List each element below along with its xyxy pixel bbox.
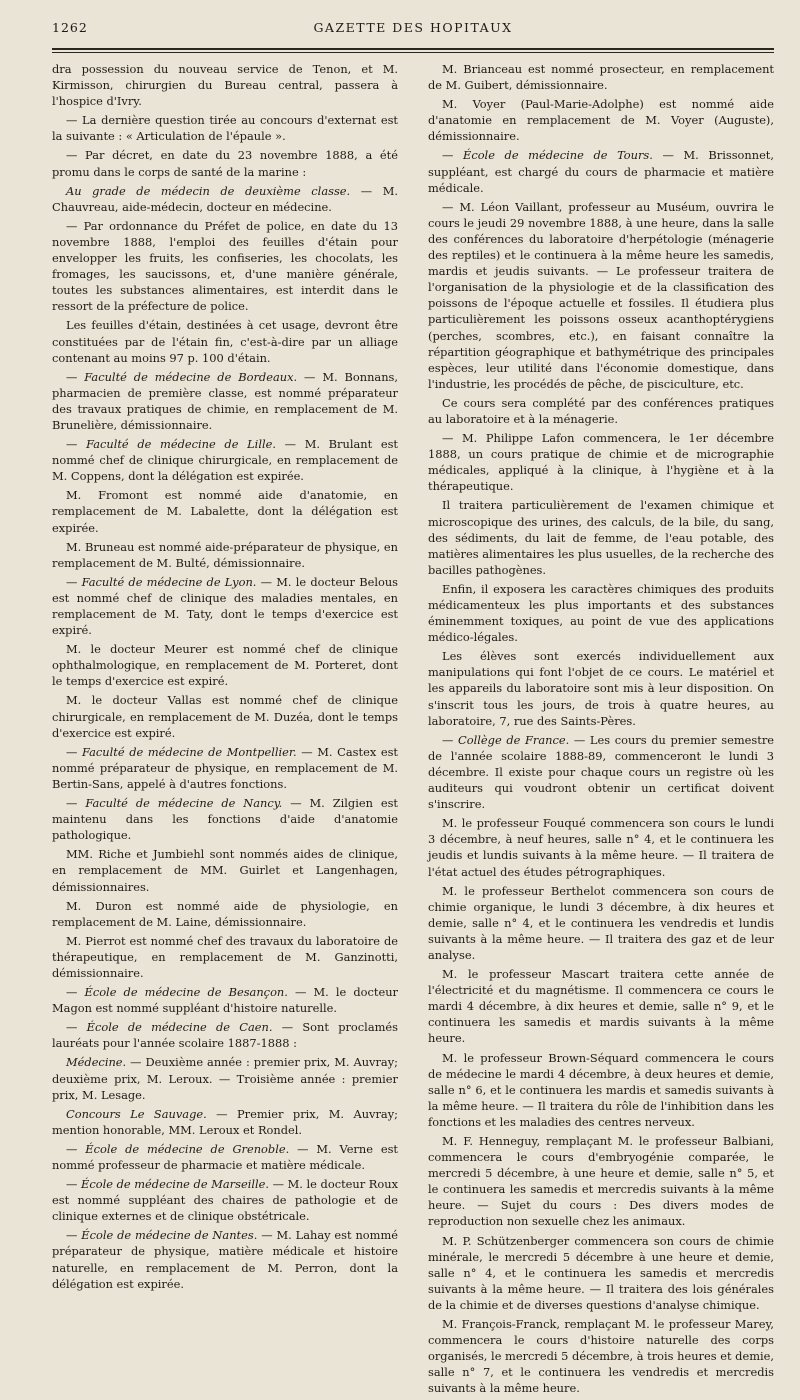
section-heading: Au grade de médecin de deuxième classe.: [66, 183, 351, 198]
paragraph-dash: —: [66, 1020, 87, 1035]
paragraph-dash: —: [66, 1228, 82, 1243]
paragraph-text: — Deuxième année : premier prix, M. Auvray; deuxième prix, M. Leroux. — Troisième année : premier prix, M. Lesage.: [52, 1055, 398, 1102]
paragraph: [52, 317, 398, 365]
paragraph: [52, 744, 398, 792]
paragraph-dash: —: [66, 1141, 86, 1156]
paragraph-text: Enfin, il exposera les caractères chimiques des produits médicamenteux les plus importants et des substances éminemment toxiques, au point de vue des applications médico-légales.: [428, 581, 774, 645]
paragraph-dash: —: [66, 1177, 82, 1192]
paragraph-text: — M. le docteur Belous est nommé chef de clinique des maladies mentales, en remplacement de M. Taty, dont le temps d'exercice est expiré.: [52, 574, 398, 638]
paragraph-dash: —: [66, 985, 85, 1000]
section-heading: Faculté de médecine de Bordeaux.: [84, 369, 298, 384]
section-heading: École de médecine de Tours.: [463, 148, 653, 163]
section-heading: École de médecine de Grenoble.: [85, 1141, 290, 1156]
paragraph: [52, 1227, 398, 1291]
section-heading: Faculté de médecine de Nancy.: [85, 796, 283, 811]
section-heading: Faculté de médecine de Lyon.: [81, 574, 257, 589]
paragraph: [428, 1133, 774, 1230]
left-column: [52, 61, 398, 1400]
page-header: [52, 20, 774, 38]
paragraph: [428, 61, 774, 93]
section-heading: Faculté de médecine de Montpellier.: [82, 744, 297, 759]
paragraph: [428, 1316, 774, 1396]
paragraph-text: MM. Riche et Jumbiehl sont nommés aides de clinique, en remplacement de MM. Guirlet et Langenhagen, démissionnaires.: [52, 847, 398, 894]
paragraph: [52, 1019, 398, 1051]
paragraph: [428, 1233, 774, 1313]
section-heading: Faculté de médecine de Lille.: [86, 437, 276, 452]
section-heading: Collège de France.: [458, 732, 570, 747]
paragraph: [52, 112, 398, 144]
paragraph-text: M. le docteur Vallas est nommé chef de clinique chirurgicale, en remplacement de M. Duzéa, dont le temps d'exercice est expiré.: [52, 693, 398, 740]
header-rule-thin: [52, 52, 774, 53]
journal-title: GAZETTE DES HOPITAUX: [313, 20, 513, 35]
paragraph-dash: —: [66, 437, 87, 452]
paragraph: [52, 539, 398, 571]
paragraph-text: M. Pierrot est nommé chef des travaux du laboratoire de thérapeutique, en remplacement de M. Ganzinotti, démissionnaire.: [52, 933, 398, 980]
paragraph: [52, 984, 398, 1016]
paragraph-dash: —: [442, 148, 463, 163]
paragraph: [428, 648, 774, 728]
paragraph-dash: —: [66, 796, 86, 811]
paragraph: [428, 883, 774, 963]
paragraph-text: — Les cours du premier semestre de l'année scolaire 1888-89, commenceront le lundi 3 décembre. Il existe pour chaque cours un registre où les auditeurs qui voudront obtenir un certificat doivent s'inscrire.: [428, 732, 775, 812]
paragraph-text: — M. Brulant est nommé chef de clinique chirurgicale, en remplacement de M. Coppens, dont la délégation est expirée.: [52, 437, 398, 484]
paragraph-text: M. Fromont est nommé aide d'anatomie, en remplacement de M. Labalette, dont la délégation est expirée.: [52, 488, 398, 535]
paragraph: [52, 147, 398, 179]
paragraph: [52, 898, 398, 930]
paragraph: [428, 815, 774, 879]
paragraph: [52, 795, 398, 843]
paragraph-text: M. François-Franck, remplaçant M. le professeur Marey, commencera le cours d'histoire naturelle des corps organisés, le mercredi 5 décembre, à trois heures et demie, salle n° 7, et le continuera les vendredis et mercredis suivants à la même heure.: [428, 1317, 774, 1396]
paragraph: [428, 147, 774, 195]
paragraph-text: Il traitera particulièrement de l'examen chimique et microscopique des urines, des calculs, de la bile, du sang, des sédiments, du lait de femme, de l'eau potable, des matières alimentaires les plus usuelles, de la recherche des bacilles pathogènes.: [428, 498, 774, 577]
paragraph-dash: —: [66, 744, 82, 759]
paragraph: [52, 487, 398, 535]
paragraph-text: — M. Bonnans, pharmacien de première classe, est nommé préparateur des travaux pratiques de chimie, en remplacement de M. Brunelière, démissionnaire.: [52, 369, 398, 432]
paragraph-text: — Premier prix, M. Auvray; mention honorable, MM. Leroux et Rondel.: [52, 1106, 398, 1137]
paragraph: [52, 574, 398, 638]
right-column: [428, 61, 774, 1400]
paragraph-dash: —: [66, 369, 85, 384]
paragraph-text: — M. Verne est nommé professeur de pharmacie et matière médicale.: [52, 1141, 398, 1172]
paragraph: [52, 183, 398, 215]
paragraph: [428, 1050, 774, 1130]
paragraph-text: Les élèves sont exercés individuellement aux manipulations qui font l'objet de ce cours. Le matériel et les appareils du laboratoire sont mis à leur disposition. On s'inscrit tous les jours, de trois à quatre heures, au laboratoire, 7, rue des Saints-Pères.: [428, 649, 774, 728]
paragraph-text: — Par ordonnance du Préfet de police, en date du 13 novembre 1888, l'emploi des feuilles d'étain pour envelopper les fruits, les confiseries, les chocolats, les fromages, les saucissons, et, d'une manière générale, toutes les substances alimentaires, est interdit dans le ressort de la préfecture de police.: [52, 218, 398, 314]
paragraph: [52, 641, 398, 689]
section-heading: École de médecine de Nantes.: [81, 1228, 258, 1243]
paragraph: [52, 846, 398, 894]
paragraph-text: M. Voyer (Paul-Marie-Adolphe) est nommé aide d'anatomie en remplacement de M. Voyer (Auguste), démissionnaire.: [428, 97, 774, 144]
paragraph-text: — M. Castex est nommé préparateur de physique, en remplacement de M. Bertin-Sans, appelé à d'autres fonctions.: [52, 744, 399, 791]
paragraph-text: — M. Chauvreau, aide-médecin, docteur en médecine.: [52, 183, 398, 214]
paragraph: [52, 61, 398, 109]
paragraph: [428, 732, 774, 812]
paragraph: [52, 218, 398, 315]
paragraph: [52, 1141, 398, 1173]
paragraph: [52, 1106, 398, 1138]
paragraph: [52, 692, 398, 740]
text-columns: [52, 61, 774, 1400]
paragraph-text: dra possession du nouveau service de Tenon, et M. Kirmisson, chirurgien du Bureau central, passera à l'hospice d'Ivry.: [52, 62, 398, 109]
paragraph-text: — Par décret, en date du 23 novembre 1888, a été promu dans le corps de santé de la marine :: [52, 148, 398, 179]
paragraph-text: — M. le docteur Magon est nommé suppléant d'histoire naturelle.: [52, 985, 399, 1016]
paragraph-dash: —: [66, 574, 82, 589]
paragraph-text: — M. Lahay est nommé préparateur de physique, matière médicale et histoire naturelle, en remplacement de M. Perron, dont la délégation est expirée.: [52, 1228, 398, 1291]
paragraph-text: — M. Philippe Lafon commencera, le 1er décembre 1888, un cours pratique de chimie et de micrographie médicales, appliqué à la clinique, à l'hygiène et à la thérapeutique.: [428, 431, 774, 494]
paragraph-text: M. le docteur Meurer est nommé chef de clinique ophthalmologique, en remplacement de M. Porteret, dont le temps d'exercice est expiré.: [52, 642, 398, 689]
section-heading: Concours Le Sauvage.: [66, 1106, 207, 1121]
page-number: 1262: [52, 20, 88, 35]
section-heading: École de médecine de Caen.: [86, 1020, 273, 1035]
paragraph: [428, 430, 774, 494]
paragraph-text: M. le professeur Mascart traitera cette année de l'électricité et du magnétisme. Il commencera ce cours le mardi 4 décembre, à dix heures et demie, salle n° 9, et le continuera les samedis et mardis suivants à la même heure.: [428, 967, 774, 1046]
paragraph-text: — M. Léon Vaillant, professeur au Muséum, ouvrira le cours le jeudi 29 novembre 1888, à une heure, dans la salle des conférences du laboratoire d'herpétologie (ménagerie des reptiles) et le continuera à la même heure les samedis, mardis et jeudis suivants. — Le professeur traitera de l'organisation de la physiologie et de la classification des poissons de l'époque actuelle et fossiles. Il étudiera plus particulièrement les poissons osseux acanthoptérygiens (perches, scombres, etc.), en faisant connaître la répartition géographique et bathymétrique des principales espèces, leur utilité dans l'économie domestique, dans l'industrie, les procédés de pêche, de pisciculture, etc.: [428, 199, 774, 391]
header-rule: [52, 48, 774, 50]
paragraph: [428, 966, 774, 1046]
paragraph: [52, 933, 398, 981]
paragraph-text: — M. Brissonnet, suppléant, est chargé du cours de pharmacie et matière médicale.: [428, 148, 775, 195]
paragraph-text: Les feuilles d'étain, destinées à cet usage, devront être constituées par de l'étain fin, c'est-à-dire par un alliage contenant au moins 97 p. 100 d'étain.: [52, 318, 398, 365]
paragraph: [428, 96, 774, 144]
paragraph: [52, 1176, 398, 1224]
paragraph-dash: —: [442, 732, 459, 747]
paragraph-text: — M. le docteur Roux est nommé suppléant des chaires de pathologie et de clinique externes et de clinique obstétricale.: [52, 1177, 398, 1224]
paragraph: [428, 395, 774, 427]
paragraph-text: M. F. Henneguy, remplaçant M. le professeur Balbiani, commencera le cours d'embryogénie comparée, le mercredi 5 décembre, à une heure et demie, salle n° 5, et le continuera les samedis et mercredis suivants à la même heure. — Sujet du cours : Des divers modes de reproduction non sexuelle chez les animaux.: [428, 1134, 774, 1229]
paragraph-text: M. le professeur Brown-Séquard commencera le cours de médecine le mardi 4 décembre, à deux heures et demie, salle n° 6, et le continuera les mardis et samedis suivants à la même heure. — Il traitera du rôle de l'inhibition dans les fonctions et les maladies des centres nerveux.: [428, 1050, 774, 1129]
paragraph: [52, 436, 398, 484]
paragraph-text: — M. Zilgien est maintenu dans les fonctions d'aide d'anatomie pathologique.: [52, 796, 398, 843]
paragraph-text: Ce cours sera complété par des conférences pratiques au laboratoire et à la ménagerie.: [428, 395, 774, 426]
section-heading: Médecine.: [66, 1055, 127, 1070]
paragraph: [52, 369, 398, 433]
section-heading: École de médecine de Marseille.: [81, 1177, 269, 1192]
paragraph-text: M. le professeur Fouqué commencera son cours le lundi 3 décembre, à neuf heures, salle n° 4, et le continuera les jeudis et lundis suivants à la même heure. — Il traitera de l'état actuel des études pétrographiques.: [428, 816, 774, 879]
paragraph: [428, 581, 774, 645]
paragraph-text: M. Bruneau est nommé aide-préparateur de physique, en remplacement de M. Bulté, démissionnaire.: [52, 539, 398, 570]
section-heading: École de médecine de Besançon.: [84, 985, 288, 1000]
paragraph-text: M. P. Schützenberger commencera son cours de chimie minérale, le mercredi 5 décembre à une heure et demie, salle n° 4, et le continuera les samedis et mercredis suivants à la même heure. — Il traitera des lois générales de la chimie et de diverses questions d'analyse chimique.: [428, 1233, 774, 1312]
paragraph: [428, 497, 774, 577]
paragraph-text: — La dernière question tirée au concours d'externat est la suivante : « Articulation de l'épaule ».: [52, 113, 398, 144]
paragraph: [52, 1054, 398, 1102]
paragraph: [428, 199, 774, 392]
paragraph-text: M. Duron est nommé aide de physiologie, en remplacement de M. Laine, démissionnaire.: [52, 898, 398, 929]
paragraph-text: M. le professeur Berthelot commencera son cours de chimie organique, le lundi 3 décembre, à dix heures et demie, salle n° 4, et le continuera les vendredis et lundis suivants à la même heure. — Il traitera des gaz et de leur analyse.: [428, 883, 774, 962]
paragraph-text: M. Brianceau est nommé prosecteur, en remplacement de M. Guibert, démissionnaire.: [428, 62, 774, 93]
paragraph-text: — Sont proclamés lauréats pour l'année scolaire 1887-1888 :: [52, 1020, 398, 1051]
